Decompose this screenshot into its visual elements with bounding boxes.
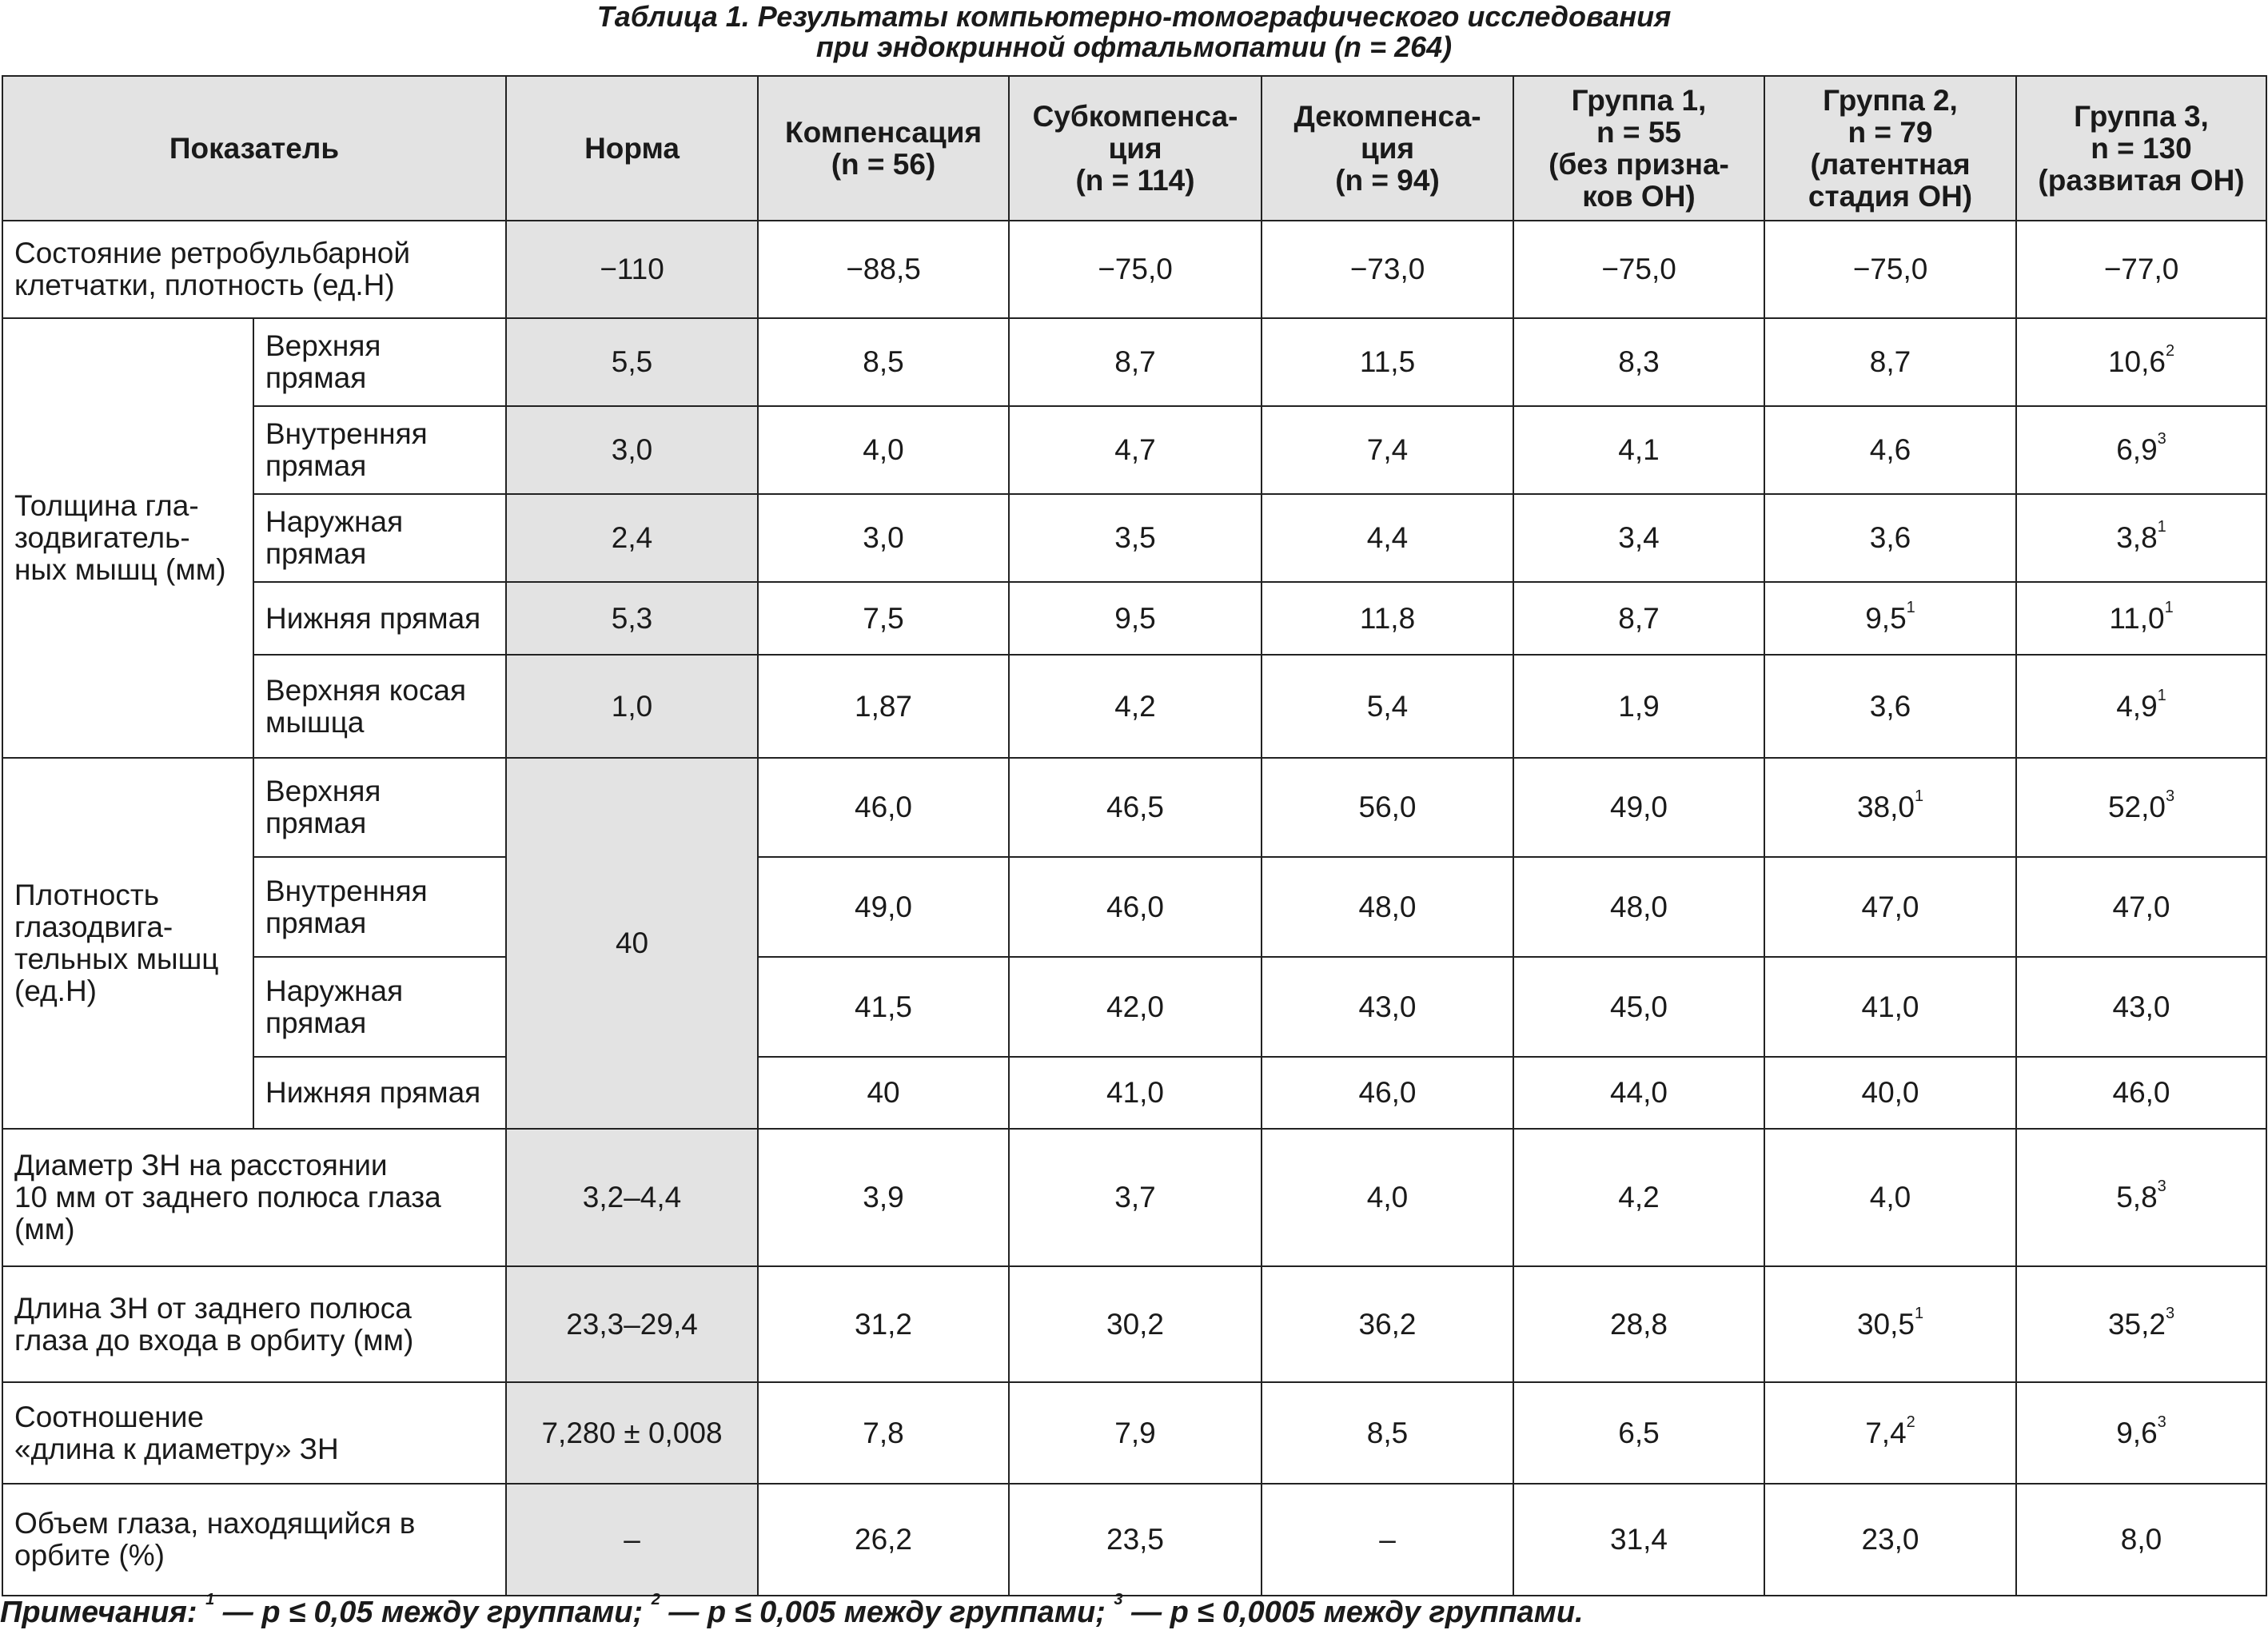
header-subcompensation: [1009, 76, 1262, 221]
text-line: 41,5: [855, 990, 913, 1023]
text-line: 9,5: [1114, 601, 1156, 635]
text-line: 7,9: [1114, 1416, 1156, 1449]
superscript-marker: 3: [2157, 1413, 2166, 1431]
value-cell: [1764, 655, 2016, 758]
value-cell: [2016, 1129, 2266, 1266]
norm-cell: 7,280 ± 0,008: [506, 1382, 758, 1484]
sub-label: [253, 582, 506, 655]
header-group-1: [1513, 76, 1764, 221]
results-table: [2, 75, 2267, 1596]
text-line: −73,0: [1349, 253, 1425, 285]
text-line: 3,0: [863, 521, 904, 554]
value-cell: [1009, 318, 1262, 406]
text-line: n = 130: [2091, 131, 2192, 165]
value-cell: [1009, 1484, 1262, 1596]
value-cell: [1764, 494, 2016, 582]
text-line: — p ≤ 0,005 между группами;: [660, 1596, 1114, 1629]
text-line: 11,0: [2109, 601, 2165, 635]
text-line: ков ОН): [1582, 179, 1696, 213]
value-cell: [1764, 582, 2016, 655]
text-line: глазодвига-: [14, 911, 173, 943]
text-line: 7,4: [1865, 1416, 1907, 1449]
text-line: 5,8: [2116, 1181, 2158, 1214]
text-line: прямая: [265, 537, 367, 570]
text-line: 42,0: [1106, 990, 1165, 1023]
value-cell: [1513, 1484, 1764, 1596]
text-line: Объем глаза, находящийся в: [14, 1507, 416, 1540]
value-cell: [758, 1129, 1009, 1266]
value-cell: [1009, 1129, 1262, 1266]
text-line: 46,0: [855, 791, 913, 823]
text-line: 1,9: [1618, 689, 1660, 723]
text-line: 46,0: [1358, 1076, 1417, 1109]
norm-cell: 2,4: [506, 494, 758, 582]
value-cell: [1009, 1266, 1262, 1382]
text-line: (ед.Н): [14, 974, 97, 1007]
value-cell: [2016, 1266, 2266, 1382]
value-cell: [1262, 582, 1513, 655]
value-cell: [758, 1484, 1009, 1596]
superscript-marker: 2: [651, 1591, 660, 1608]
value-cell: [758, 318, 1009, 406]
text-line: 4,4: [1366, 521, 1409, 554]
value-cell: [758, 1266, 1009, 1382]
text-line: 46,5: [1106, 791, 1165, 823]
value-cell: [1262, 1382, 1513, 1484]
text-line: Субкомпенса-: [1032, 99, 1238, 133]
header-group-2: [1764, 76, 2016, 221]
text-line: 40,0: [1861, 1076, 1919, 1109]
header-norm: [506, 76, 758, 221]
text-line: 7,5: [863, 601, 904, 635]
text-line: Наружная: [265, 505, 404, 538]
text-line: 23,5: [1106, 1523, 1165, 1556]
header-compensation: [758, 76, 1009, 221]
value-cell: [1009, 655, 1262, 758]
text-line: −75,0: [1601, 253, 1676, 285]
text-line: орбите (%): [14, 1539, 165, 1572]
value-cell: [2016, 582, 2266, 655]
superscript-marker: 1: [2157, 686, 2166, 704]
text-line: 4,6: [1869, 433, 1911, 466]
norm-cell: −110: [506, 221, 758, 318]
value-cell: [1262, 221, 1513, 318]
text-line: Состояние ретробульбарной: [14, 237, 411, 269]
text-line: 49,0: [855, 890, 913, 923]
superscript-marker: 1: [205, 1591, 215, 1608]
text-line: 4,2: [1114, 689, 1156, 723]
value-cell: [1009, 857, 1262, 957]
text-line: 4,0: [1869, 1181, 1911, 1214]
text-line: клетчатки, плотность (ед.Н): [14, 269, 395, 301]
superscript-marker: 3: [2157, 1178, 2166, 1195]
value-cell: [1764, 758, 2016, 857]
table-row: [2, 957, 2266, 1057]
value-cell: [2016, 494, 2266, 582]
value-cell: [1513, 1057, 1764, 1129]
text-line: Плотность: [14, 879, 160, 911]
value-cell: [1009, 406, 1262, 494]
text-line: 6,5: [1618, 1416, 1660, 1449]
superscript-marker: 2: [1906, 1413, 1915, 1431]
text-line: 40: [867, 1076, 900, 1109]
value-cell: [1262, 1484, 1513, 1596]
value-cell: [1513, 582, 1764, 655]
text-line: ция: [1360, 131, 1415, 165]
table-row: [2, 318, 2266, 406]
text-line: n = 55: [1596, 115, 1681, 149]
table-row: [2, 655, 2266, 758]
text-line: Нижняя прямая: [265, 1076, 481, 1109]
text-line: 31,2: [855, 1307, 913, 1341]
value-cell: [1513, 957, 1764, 1057]
norm-cell: –: [506, 1484, 758, 1596]
text-line: 9,6: [2116, 1416, 2158, 1449]
value-cell: [1764, 1129, 2016, 1266]
sub-label: [253, 494, 506, 582]
text-line: Группа 3,: [2074, 99, 2209, 133]
text-line: Верхняя: [265, 329, 381, 362]
text-line: 30,5: [1856, 1307, 1915, 1341]
text-line: −88,5: [846, 253, 921, 285]
text-line: 48,0: [1358, 890, 1417, 923]
text-line: Группа 1,: [1571, 83, 1707, 117]
value-cell: [2016, 857, 2266, 957]
text-line: 28,8: [1610, 1307, 1668, 1341]
text-line: 4,9: [2116, 689, 2158, 723]
text-line: Показатель: [169, 131, 340, 165]
sub-label: [253, 1057, 506, 1129]
value-cell: [1764, 1484, 2016, 1596]
superscript-marker: 3: [2157, 430, 2166, 448]
text-line: Длина ЗН от заднего полюса: [14, 1291, 412, 1325]
text-line: 8,7: [1869, 345, 1911, 378]
text-line: 56,0: [1358, 791, 1417, 823]
superscript-marker: 1: [1906, 598, 1915, 616]
text-line: прямая: [265, 449, 367, 482]
text-line: –: [1379, 1523, 1396, 1556]
sub-label: [253, 957, 506, 1057]
text-line: стадия ОН): [1808, 179, 1973, 213]
text-line: Нижняя прямая: [265, 601, 481, 635]
value-cell: [1513, 655, 1764, 758]
value-cell: [758, 406, 1009, 494]
norm-cell: 5,3: [506, 582, 758, 655]
text-line: Верхняя: [265, 775, 381, 807]
table-row: [2, 758, 2266, 857]
value-cell: [1513, 758, 1764, 857]
value-cell: [2016, 957, 2266, 1057]
text-line: 8,5: [1366, 1416, 1409, 1449]
text-line: 43,0: [1358, 990, 1417, 1023]
value-cell: [1262, 857, 1513, 957]
value-cell: [1513, 1266, 1764, 1382]
sub-label: [253, 406, 506, 494]
superscript-marker: 3: [2165, 1304, 2175, 1322]
value-cell: [2016, 758, 2266, 857]
text-line: 8,7: [1618, 601, 1660, 635]
value-cell: [1262, 655, 1513, 758]
text-line: (развитая ОН): [2038, 163, 2245, 197]
text-line: 1,87: [855, 689, 913, 723]
text-line: тельных мышц: [14, 943, 219, 975]
text-line: 11,5: [1359, 345, 1416, 378]
text-line: 8,7: [1114, 345, 1156, 378]
text-line: 46,0: [1106, 890, 1165, 923]
text-line: Примечания:: [0, 1596, 206, 1629]
text-line: 7,8: [863, 1416, 904, 1449]
value-cell: [2016, 655, 2266, 758]
text-line: 45,0: [1610, 990, 1668, 1023]
value-cell: [1764, 318, 2016, 406]
text-line: 35,2: [2107, 1307, 2166, 1341]
text-line: −75,0: [1852, 253, 1928, 285]
table-row: [2, 221, 2266, 318]
table-row: [2, 582, 2266, 655]
sub-label: [253, 857, 506, 957]
value-cell: [758, 758, 1009, 857]
table-row: [2, 1484, 2266, 1596]
norm-cell-density: 40: [506, 758, 758, 1129]
superscript-marker: 3: [2165, 787, 2175, 805]
text-line: −75,0: [1098, 253, 1173, 285]
text-line: 11,8: [1359, 601, 1416, 635]
text-line: — p ≤ 0,05 между группами;: [214, 1596, 652, 1629]
text-line: n = 79: [1847, 115, 1933, 149]
value-cell: [1513, 494, 1764, 582]
table-row: [2, 1266, 2266, 1382]
text-line: Внутренняя: [265, 874, 428, 907]
value-cell: [1262, 1129, 1513, 1266]
text-line: 41,0: [1861, 990, 1919, 1023]
text-line: 48,0: [1610, 890, 1668, 923]
text-line: 4,0: [1366, 1181, 1409, 1214]
value-cell: [1513, 1382, 1764, 1484]
value-cell: [758, 1382, 1009, 1484]
text-line: 4,2: [1618, 1181, 1660, 1214]
sub-label: [253, 655, 506, 758]
value-cell: [1764, 1266, 2016, 1382]
text-line: Группа 2,: [1823, 83, 1958, 117]
value-cell: [1009, 221, 1262, 318]
text-line: ных мышц (мм): [14, 553, 226, 586]
value-cell: [758, 494, 1009, 582]
value-cell: [1764, 857, 2016, 957]
text-line: 6,9: [2116, 433, 2158, 466]
text-line: −77,0: [2103, 253, 2179, 285]
text-line: (n = 94): [1335, 163, 1440, 197]
value-cell: [1513, 221, 1764, 318]
header-decompensation: [1262, 76, 1513, 221]
norm-cell: 5,5: [506, 318, 758, 406]
value-cell: [1764, 221, 2016, 318]
text-line: 52,0: [2107, 791, 2166, 823]
text-line: 4,1: [1618, 433, 1660, 466]
text-line: 8,5: [863, 345, 904, 378]
text-line: — p ≤ 0,0005 между группами.: [1122, 1596, 1584, 1629]
superscript-marker: 1: [2157, 518, 2166, 536]
value-cell: [758, 1057, 1009, 1129]
text-line: Декомпенса-: [1293, 99, 1481, 133]
text-line: (n = 56): [831, 147, 936, 181]
header-group-3: [2016, 76, 2266, 221]
text-line: 3,6: [1869, 689, 1911, 723]
table-row: [2, 1382, 2266, 1484]
norm-cell: 3,2–4,4: [506, 1129, 758, 1266]
group-label-thickness: [2, 318, 253, 758]
text-line: Внутренняя: [265, 417, 428, 450]
text-line: Норма: [584, 131, 680, 165]
value-cell: [1764, 957, 2016, 1057]
value-cell: [1513, 857, 1764, 957]
superscript-marker: 1: [1914, 787, 1924, 805]
text-line: 8,3: [1618, 345, 1660, 378]
text-line: 38,0: [1856, 791, 1915, 823]
text-line: 3,8: [2116, 521, 2158, 554]
table-row: [2, 1057, 2266, 1129]
superscript-marker: 1: [1914, 1304, 1924, 1322]
text-line: 4,7: [1114, 433, 1156, 466]
text-line: 43,0: [2112, 990, 2170, 1023]
text-line: 26,2: [855, 1523, 913, 1556]
table-row: [2, 857, 2266, 957]
value-cell: [758, 582, 1009, 655]
text-line: Наружная: [265, 974, 404, 1007]
value-cell: [1513, 318, 1764, 406]
text-line: Толщина гла-: [14, 489, 199, 522]
text-line: 3,6: [1869, 521, 1911, 554]
value-cell: [1513, 1129, 1764, 1266]
value-cell: [2016, 1484, 2266, 1596]
text-line: 3,7: [1114, 1181, 1156, 1214]
text-line: 23,0: [1861, 1523, 1919, 1556]
text-line: 3,5: [1114, 521, 1156, 554]
superscript-marker: 3: [1114, 1591, 1123, 1608]
value-cell: [1009, 582, 1262, 655]
text-line: 3,4: [1618, 521, 1660, 554]
text-line: Верхняя косая: [265, 673, 466, 707]
value-cell: [1262, 758, 1513, 857]
text-line: «длина к диаметру» ЗН: [14, 1432, 339, 1465]
value-cell: [1262, 494, 1513, 582]
text-line: 10,6: [2107, 345, 2166, 378]
value-cell: [1262, 1057, 1513, 1129]
text-line: Компенсация: [785, 115, 983, 149]
norm-cell: 3,0: [506, 406, 758, 494]
text-line: Соотношение: [14, 1400, 204, 1433]
text-line: 30,2: [1106, 1307, 1165, 1341]
value-cell: [2016, 221, 2266, 318]
table-footnotes: [0, 1591, 2268, 1630]
header-row: [2, 76, 2266, 221]
row-label: [2, 1266, 506, 1382]
caption-line-2: при эндокринной офтальмопатии (n = 264): [815, 30, 1453, 63]
value-cell: [758, 857, 1009, 957]
text-line: 10 мм от заднего полюса глаза: [14, 1181, 441, 1214]
text-line: (латентная: [1810, 147, 1971, 181]
text-line: 49,0: [1610, 791, 1668, 823]
text-line: 44,0: [1610, 1076, 1668, 1109]
value-cell: [1262, 318, 1513, 406]
text-line: 36,2: [1358, 1307, 1417, 1341]
sub-label: [253, 758, 506, 857]
text-line: 3,9: [863, 1181, 904, 1214]
value-cell: [1009, 758, 1262, 857]
value-cell: [758, 655, 1009, 758]
header-indicator: [2, 76, 506, 221]
text-line: (без призна-: [1549, 147, 1729, 181]
value-cell: [1764, 1057, 2016, 1129]
value-cell: [1262, 1266, 1513, 1382]
value-cell: [1009, 494, 1262, 582]
text-line: прямая: [265, 361, 367, 394]
text-line: (n = 114): [1075, 163, 1195, 197]
value-cell: [2016, 406, 2266, 494]
text-line: прямая: [265, 906, 367, 939]
superscript-marker: 1: [2164, 598, 2174, 616]
value-cell: [2016, 1057, 2266, 1129]
norm-cell: 1,0: [506, 655, 758, 758]
row-label: [2, 1129, 506, 1266]
value-cell: [1513, 406, 1764, 494]
table-row: [2, 494, 2266, 582]
text-line: (мм): [14, 1213, 75, 1245]
text-line: 8,0: [2120, 1523, 2162, 1556]
text-line: 46,0: [2112, 1076, 2170, 1109]
value-cell: [758, 221, 1009, 318]
value-cell: [1262, 957, 1513, 1057]
table-row: [2, 406, 2266, 494]
superscript-marker: 2: [2165, 342, 2175, 360]
text-line: Диаметр ЗН на расстоянии: [14, 1149, 388, 1182]
text-line: ция: [1108, 131, 1162, 165]
text-line: 31,4: [1610, 1523, 1668, 1556]
value-cell: [1009, 1057, 1262, 1129]
text-line: 41,0: [1106, 1076, 1165, 1109]
text-line: мышца: [265, 705, 365, 739]
text-line: 9,5: [1865, 601, 1907, 635]
norm-cell: 23,3–29,4: [506, 1266, 758, 1382]
value-cell: [1764, 406, 2016, 494]
table-row: [2, 1129, 2266, 1266]
text-line: 4,0: [863, 433, 904, 466]
value-cell: [2016, 1382, 2266, 1484]
text-line: прямая: [265, 807, 367, 839]
row-label: [2, 1484, 506, 1596]
caption-line-1: Таблица 1. Результаты компьютерно-томографического исследования: [596, 0, 1672, 33]
value-cell: [758, 957, 1009, 1057]
value-cell: [2016, 318, 2266, 406]
sub-label: [253, 318, 506, 406]
text-line: 47,0: [2112, 890, 2170, 923]
row-label: [2, 1382, 506, 1484]
value-cell: [1009, 957, 1262, 1057]
value-cell: [1764, 1382, 2016, 1484]
value-cell: [1262, 406, 1513, 494]
text-line: глаза до входа в орбиту (мм): [14, 1323, 414, 1357]
text-line: 5,4: [1366, 689, 1409, 723]
text-line: зодвигатель-: [14, 521, 190, 554]
group-label-density: [2, 758, 253, 1129]
text-line: 7,4: [1366, 433, 1409, 466]
row-label: [2, 221, 506, 318]
value-cell: [1009, 1382, 1262, 1484]
text-line: прямая: [265, 1006, 367, 1039]
text-line: 47,0: [1861, 890, 1919, 923]
